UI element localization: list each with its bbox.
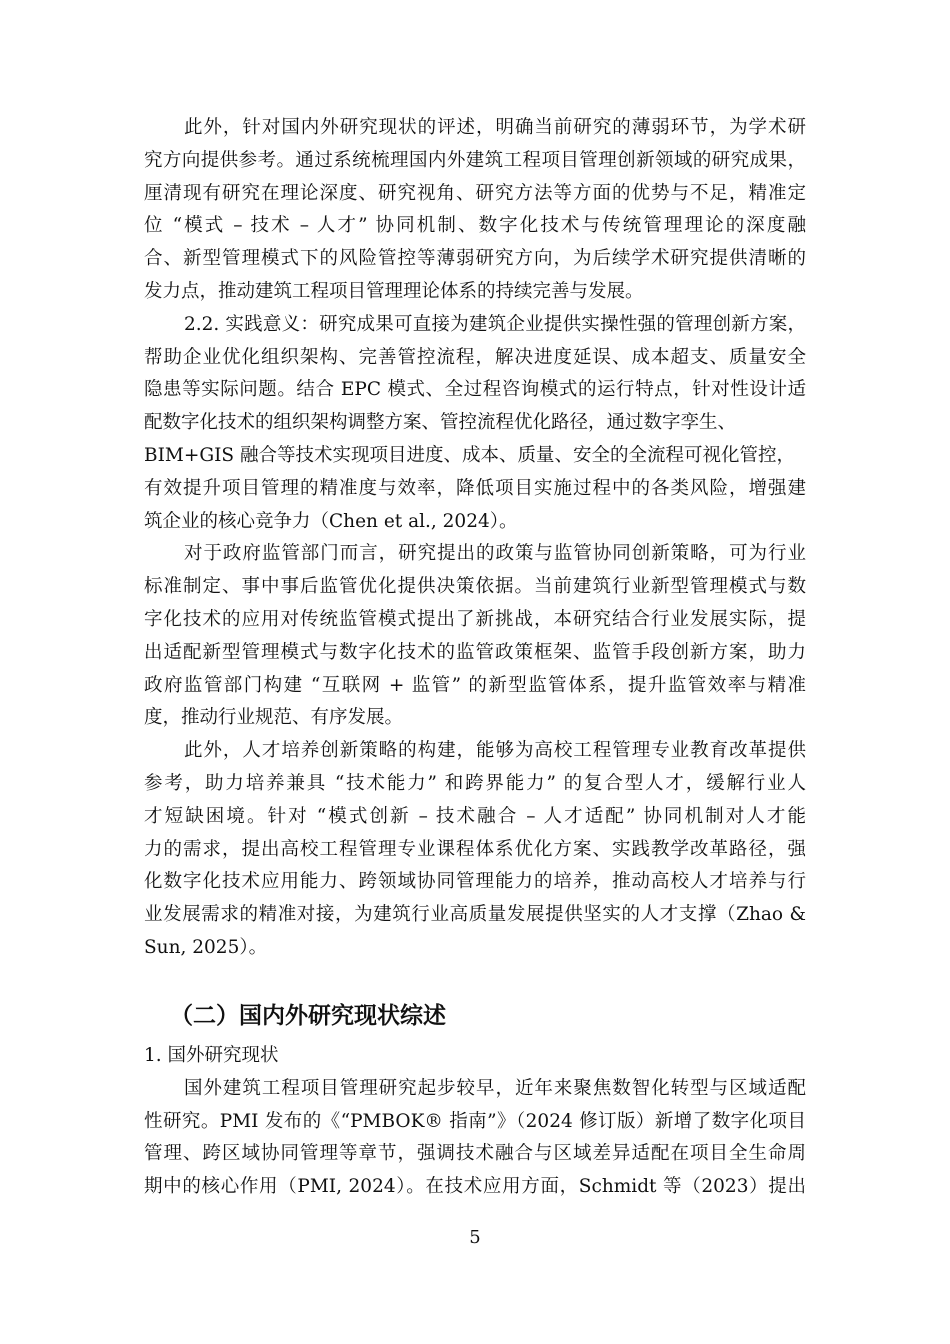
paragraph-line: 厘清现有研究在理论深度、研究视角、研究方法等方面的优势与不足，精准定	[144, 182, 806, 204]
paragraph-line: 合、新型管理模式下的风险管控等薄弱研究方向，为后续学术研究提供清晰的	[144, 248, 806, 270]
section-heading: （二）国内外研究现状综述	[170, 1003, 446, 1029]
paragraph-line: 配数字化技术的组织架构调整方案、管控流程优化路径，通过数字孪生、	[144, 412, 737, 434]
paragraph-line: 位 “模式 – 技术 – 人才” 协同机制、数字化技术与传统管理理论的深度融	[144, 215, 806, 237]
subsection-heading: 1. 国外研究现状	[144, 1045, 279, 1066]
body-text	[144, 112, 806, 965]
paragraph-line: 标准制定、事中事后监管优化提供决策依据。当前建筑行业新型管理模式与数	[144, 576, 806, 598]
paragraph-line: 参考，助力培养兼具 “技术能力” 和跨界能力” 的复合型人才，缓解行业人	[144, 772, 806, 794]
page-number: 5	[469, 1227, 481, 1248]
paragraph-line: 管理、跨区域协同管理等章节，强调技术融合与区域差异适配在项目全生命周	[144, 1143, 806, 1165]
paragraph-line: 有效提升项目管理的精准度与效率，降低项目实施过程中的各类风险，增强建	[144, 477, 806, 499]
paragraph-line: 隐患等实际问题。结合 EPC 模式、全过程咨询模式的运行特点，针对性设计适	[144, 379, 806, 401]
paragraph-line: 性研究。PMI 发布的《“PMBOK® 指南”》（2024 修订版）新增了数字化项目	[144, 1110, 806, 1132]
paragraph-line: 政府监管部门构建 “互联网 + 监管” 的新型监管体系，提升监管效率与精准	[144, 674, 806, 696]
paragraph-line: 此外，人才培养创新策略的构建，能够为高校工程管理专业教育改革提供	[184, 740, 806, 762]
paragraph-line: 此外，针对国内外研究现状的评述，明确当前研究的薄弱环节，为学术研	[184, 117, 806, 138]
paragraph-line: Sun, 2025）。	[144, 936, 268, 958]
paragraph-line: 字化技术的应用对传统监管模式提出了新挑战，本研究结合行业发展实际，提	[144, 608, 806, 630]
paragraph-line: 筑企业的核心竞争力（Chen et al., 2024）。	[144, 510, 518, 532]
paragraph-line: 度，推动行业规范、有序发展。	[144, 707, 404, 729]
paragraph-line: 才短缺困境。针对 “模式创新 – 技术融合 – 人才适配” 协同机制对人才能	[144, 805, 806, 827]
paragraph-line: 力的需求，提出高校工程管理专业课程体系优化方案、实践教学改革路径，强	[144, 838, 806, 860]
paragraph-line: 对于政府监管部门而言，研究提出的政策与监管协同创新策略，可为行业	[184, 543, 806, 565]
paragraph-line: 期中的核心作用（PMI, 2024）。在技术应用方面，Schmidt 等（2023）提出	[144, 1176, 806, 1198]
paragraph-line: 出适配新型管理模式与数字化技术的监管政策框架、监管手段创新方案，助力	[144, 641, 806, 663]
paragraph-line: 究方向提供参考。通过系统梳理国内外建筑工程项目管理创新领域的研究成果，	[144, 149, 806, 171]
paragraph-line: 业发展需求的精准对接，为建筑行业高质量发展提供坚实的人才支撑（Zhao &	[144, 904, 806, 926]
paragraph-line: 2.2. 实践意义：研究成果可直接为建筑企业提供实操性强的管理创新方案，	[184, 313, 806, 335]
paragraph-line: 帮助企业优化组织架构、完善管控流程，解决进度延误、成本超支、质量安全	[144, 346, 806, 368]
paragraph-line: 国外建筑工程项目管理研究起步较早，近年来聚焦数智化转型与区域适配	[184, 1077, 806, 1099]
paragraph-line: 发力点，推动建筑工程项目管理理论体系的持续完善与发展。	[144, 280, 644, 302]
section-body	[144, 1040, 806, 1204]
paragraph-line: 化数字化技术应用能力、跨领域协同管理能力的培养，推动高校人才培养与行	[144, 871, 806, 893]
paragraph-line: BIM+GIS 融合等技术实现项目进度、成本、质量、安全的全流程可视化管控，	[144, 444, 795, 466]
